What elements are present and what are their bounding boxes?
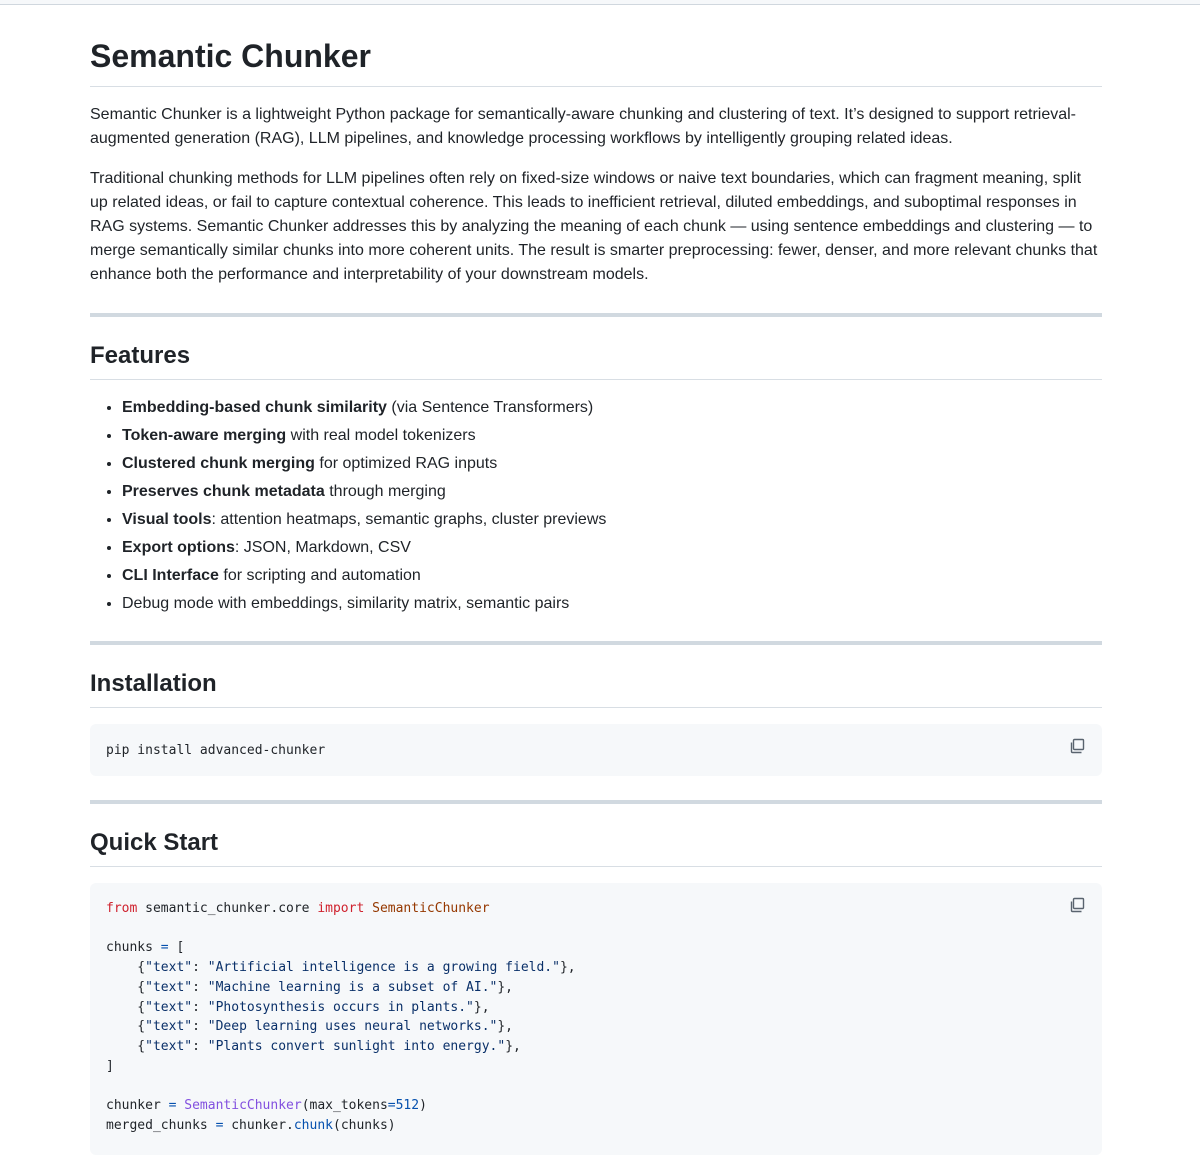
list-item <box>122 452 1102 476</box>
copy-icon <box>1069 897 1085 913</box>
code-string: "Machine learning is a subset of AI." <box>207 979 498 995</box>
code-text: ) <box>419 1098 427 1114</box>
code-operator: = <box>160 940 169 956</box>
features-heading: Features <box>90 341 1102 380</box>
code-text: (max_tokens <box>301 1098 388 1114</box>
code-text: merged_chunks <box>106 1117 216 1133</box>
list-item <box>122 564 1102 588</box>
section-divider <box>90 313 1102 317</box>
intro-paragraph-1: Semantic Chunker is a lightweight Python package for semantically-aware chunking and clustering of text. It’s designed to support retrieval-augmented generation (RAG), LLM pipelines, and knowledge processing workflows by intelligently grouping related ideas. <box>90 106 1076 147</box>
code-text: ] <box>106 1058 114 1074</box>
copy-button[interactable] <box>1066 735 1088 757</box>
feature-bold: Export options <box>122 539 235 556</box>
code-string: "text" <box>145 979 193 995</box>
code-operator: = <box>387 1098 396 1114</box>
feature-text: for scripting and automation <box>218 567 421 584</box>
code-string: "Plants convert sunlight into energy." <box>207 1038 506 1054</box>
feature-text: Debug mode with embeddings, similarity matrix, semantic pairs <box>122 595 570 612</box>
code-keyword: from <box>106 901 138 916</box>
code-string: "Artificial intelligence is a growing field." <box>207 960 560 976</box>
list-item <box>122 508 1102 532</box>
code-string: "text" <box>145 1038 193 1054</box>
feature-text: through merging <box>324 483 446 500</box>
feature-bold: Token-aware merging <box>122 427 287 444</box>
code-keyword: import <box>317 901 365 916</box>
feature-text: : attention heatmaps, semantic graphs, cluster previews <box>211 511 607 528</box>
code-string: "text" <box>145 960 193 976</box>
code-number: 512 <box>395 1098 420 1114</box>
list-item <box>122 424 1102 448</box>
code-text: chunker. <box>223 1117 294 1133</box>
code-text: (chunks) <box>333 1117 396 1133</box>
feature-text: with real model tokenizers <box>286 427 476 444</box>
quick-start-heading: Quick Start <box>90 828 1102 867</box>
code-string: "text" <box>145 1019 193 1035</box>
copy-button[interactable] <box>1066 894 1088 916</box>
features-list <box>90 396 1102 616</box>
installation-heading: Installation <box>90 669 1102 708</box>
feature-bold: Preserves chunk metadata <box>122 483 325 500</box>
feature-text: (via Sentence Transformers) <box>386 399 594 416</box>
feature-bold: CLI Interface <box>122 567 219 584</box>
list-item <box>122 480 1102 504</box>
feature-text: for optimized RAG inputs <box>314 455 498 472</box>
code-string: "Deep learning uses neural networks." <box>207 1019 498 1035</box>
copy-icon <box>1069 738 1085 754</box>
code-text: chunks <box>106 940 161 956</box>
readme-content <box>90 0 1102 1155</box>
feature-bold: Embedding-based chunk similarity <box>122 399 387 416</box>
code-function: SemanticChunker <box>184 1098 302 1114</box>
section-divider <box>90 800 1102 804</box>
code-content[interactable]: from semantic_chunker.core import SemanticChunker chunks = [ {"text": "Artificial intelligence is a growing field."}, {"text": "Machine learning is a subset of AI."}, {"text": "Photosynthesis occurs in plants."}, {"text": "Deep learning uses neural networks."}, {"text": "Plants convert sunlight into energy."}, ] chunker = SemanticChunker(max_tokens=512) merged_chunks = chunker.chunk(chunks) <box>106 901 576 1133</box>
code-string: "Photosynthesis occurs in plants." <box>207 999 474 1015</box>
list-item <box>122 536 1102 560</box>
code-string: "text" <box>145 999 193 1015</box>
quick-start-code-block[interactable] <box>90 883 1102 1155</box>
page-title: Semantic Chunker <box>90 36 1102 87</box>
list-item <box>122 396 1102 420</box>
code-operator: = <box>215 1117 224 1133</box>
list-item <box>122 592 1102 616</box>
code-text: chunker <box>106 1098 169 1114</box>
section-divider <box>90 641 1102 645</box>
intro-paragraph-2: Traditional chunking methods for LLM pipelines often rely on fixed-size windows or naive text boundaries, which can fragment meaning, split up related ideas, or fail to capture contextual coherence. This leads to inefficient retrieval, diluted embeddings, and suboptimal responses in RAG systems. Semantic Chunker addresses this by analyzing the meaning of each chunk — using sentence embeddings and clustering — to merge semantically similar chunks into more coherent units. The result is smarter preprocessing: fewer, denser, and more relevant chunks that enhance both the performance and interpretability of your downstream models. <box>90 170 1098 283</box>
code-operator: = <box>168 1098 177 1114</box>
code-class: SemanticChunker <box>364 901 490 916</box>
code-text: semantic_chunker.core <box>137 901 318 916</box>
feature-bold: Clustered chunk merging <box>122 455 315 472</box>
code-text: [ <box>168 940 185 956</box>
install-command[interactable]: pip install advanced-chunker <box>106 743 326 758</box>
code-method: chunk <box>293 1117 333 1133</box>
install-code-block[interactable] <box>90 724 1102 776</box>
feature-text: : JSON, Markdown, CSV <box>234 539 411 556</box>
feature-bold: Visual tools <box>122 511 212 528</box>
